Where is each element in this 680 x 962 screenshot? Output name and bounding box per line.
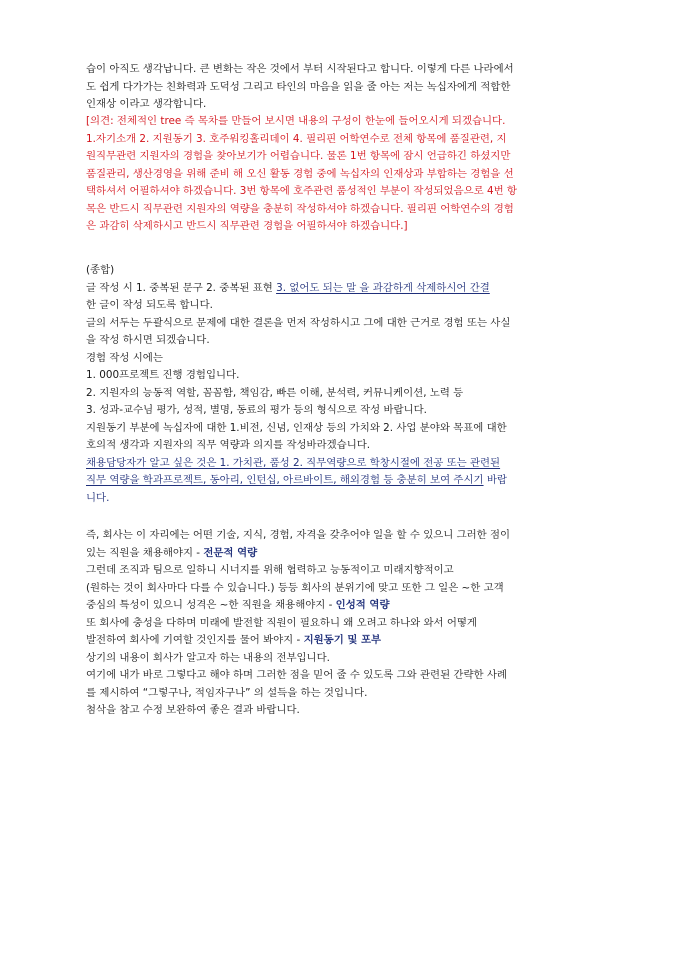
- summary-text: 글 작성 시 1. 중복된 문구 2. 중복된 표현: [86, 281, 277, 294]
- summary-line: 호의적 생각과 지원자의 직무 역량과 의지를 작성바라겠습니다.: [86, 439, 371, 451]
- bold-emphasis: 전문적 역량: [203, 546, 258, 559]
- summary-line: 한 글이 작성 되도록 합니다.: [86, 299, 213, 311]
- closing-text: 있는 직원을 채용해야지 -: [86, 546, 204, 559]
- closing-line: [86, 545, 596, 563]
- summary-line: 1. 000프로젝트 진행 경험입니다.: [86, 369, 240, 381]
- feedback-line: 원직무관련 지원자의 경험을 찾아보기가 어렵습니다. 물론 1번 항목에 잠시 언급하긴 하셨지만: [86, 150, 511, 162]
- feedback-line: 목은 반드시 직무관련 지원자의 역량을 충분히 작성하셔야 하겠습니다. 필리핀 어학연수의 경험: [86, 202, 514, 215]
- closing-section: [86, 527, 596, 720]
- feedback-line: 1.자기소개 2. 지원동기 3. 호주워킹홀리데이 4. 필리핀 어학연수로 전체 항목에 품질관련, 지: [86, 132, 507, 145]
- feedback-line: 은 과감히 삭제하시고 반드시 직무관련 경험을 어필하셔야 하겠습니다.]: [86, 220, 408, 232]
- summary-line: 글의 서두는 두괄식으로 문제에 대한 결론을 먼저 작성하시고 그에 대한 근거로 경험 또는 사실: [86, 316, 511, 329]
- closing-text: 중심의 특성이 있으니 성격은 ~한 직원을 채용해야지 -: [86, 599, 336, 611]
- summary-line: 을 작성 하시면 되겠습니다.: [86, 334, 210, 346]
- closing-line: [86, 632, 596, 650]
- summary-line: [86, 280, 596, 298]
- feedback-line: 택하셔서 어필하셔야 하겠습니다. 3번 항목에 호주관련 품성적인 부분이 작성되었음으로 4번 항: [86, 185, 517, 197]
- closing-line: (원하는 것이 회사마다 다를 수 있습니다.) 등등 회사의 분위기에 맞고 또한 그 일은 ~한 고객: [86, 581, 504, 594]
- bold-emphasis: 지원동기 및 포부: [303, 634, 382, 646]
- summary-line: 지원동기 부분에 녹십자에 대한 1.비전, 신념, 인재상 등의 가치와 2. 사업 분야와 목표에 대한: [86, 421, 507, 434]
- intro-line: 인재상 이라고 생각합니다.: [86, 98, 207, 110]
- intro-line: 습이 아직도 생각납니다. 큰 변화는 작은 것에서 부터 시작된다고 합니다. 이렇게 다른 나라에서: [86, 63, 514, 75]
- feedback-line: 품질관리, 생산경영을 위해 준비 해 오신 활동 경험 중에 녹십자의 인재상과 부합하는 경험을 선: [86, 167, 514, 180]
- closing-line: 즉, 회사는 이 자리에는 어떤 기술, 지식, 경험, 자격을 갖추어야 일을 할 수 있으니 그러한 점이: [86, 529, 511, 541]
- summary-line: [86, 472, 596, 490]
- feedback-line: [의견: 전체적인 tree 즉 목차를 만들어 보시면 내용의 구성이 한눈에 들어오시게 되겠습니다.: [86, 115, 506, 127]
- closing-line: 상기의 내용이 회사가 알고자 하는 내용의 전부입니다.: [86, 651, 330, 664]
- underlined-emphasis: 3. 없어도 되는 말 을 과감하게 삭제하시어 간결: [276, 281, 490, 294]
- feedback-comment: [86, 113, 596, 236]
- closing-line: 를 제시하여 “그렇구나, 적임자구나” 의 설득을 하는 것입니다.: [86, 686, 368, 699]
- summary-section: [86, 262, 596, 507]
- intro-paragraph: [86, 61, 596, 114]
- summary-text: 바랍: [483, 474, 507, 486]
- summary-line: 2. 지원자의 능동적 역할, 꼼꼼함, 책임감, 빠른 이해, 분석력, 커뮤니케이션, 노력 등: [86, 386, 464, 399]
- bold-emphasis: 인성적 역량: [335, 599, 390, 611]
- closing-line: 첨삭을 참고 수정 보완하여 좋은 결과 바랍니다.: [86, 704, 300, 716]
- closing-line: 또 회사에 충성을 다하며 미래에 발전할 직원이 필요하니 왜 오려고 하나와 와서 어떻게: [86, 616, 477, 629]
- summary-line: 니다.: [86, 491, 110, 504]
- underlined-emphasis: 직무 역량을 학과프로젝트, 동아리, 인턴십, 아르바이트, 해외경험 등 충분히 보여 주시기: [86, 474, 484, 486]
- summary-line: 3. 성과-교수님 평가, 성적, 별명, 동료의 평가 등의 형식으로 작성 바랍니다.: [86, 404, 427, 416]
- closing-line: [86, 597, 596, 615]
- summary-underlined-line: 채용담당자가 알고 싶은 것은 1. 가치관, 품성 2. 직무역량으로 학창시절에 전공 또는 관련된: [86, 456, 501, 469]
- intro-line: 도 쉽게 다가가는 친화력과 도덕성 그리고 타인의 마음을 읽을 줄 아는 저는 녹십자에게 적합한: [86, 80, 511, 93]
- closing-text: 발전하여 회사에 기여할 것인지를 물어 봐야지 -: [86, 634, 304, 646]
- summary-line: 경험 작성 시에는: [86, 351, 163, 364]
- closing-line: 그런데 조직과 팀으로 일하니 시너지를 위해 협력하고 능동적이고 미래지향적이고: [86, 564, 454, 576]
- summary-heading: (종합): [86, 264, 115, 276]
- closing-line: 여기에 내가 바로 그렇다고 해야 하며 그러한 점을 믿어 줄 수 있도록 그와 관련된 간략한 사례: [86, 669, 507, 681]
